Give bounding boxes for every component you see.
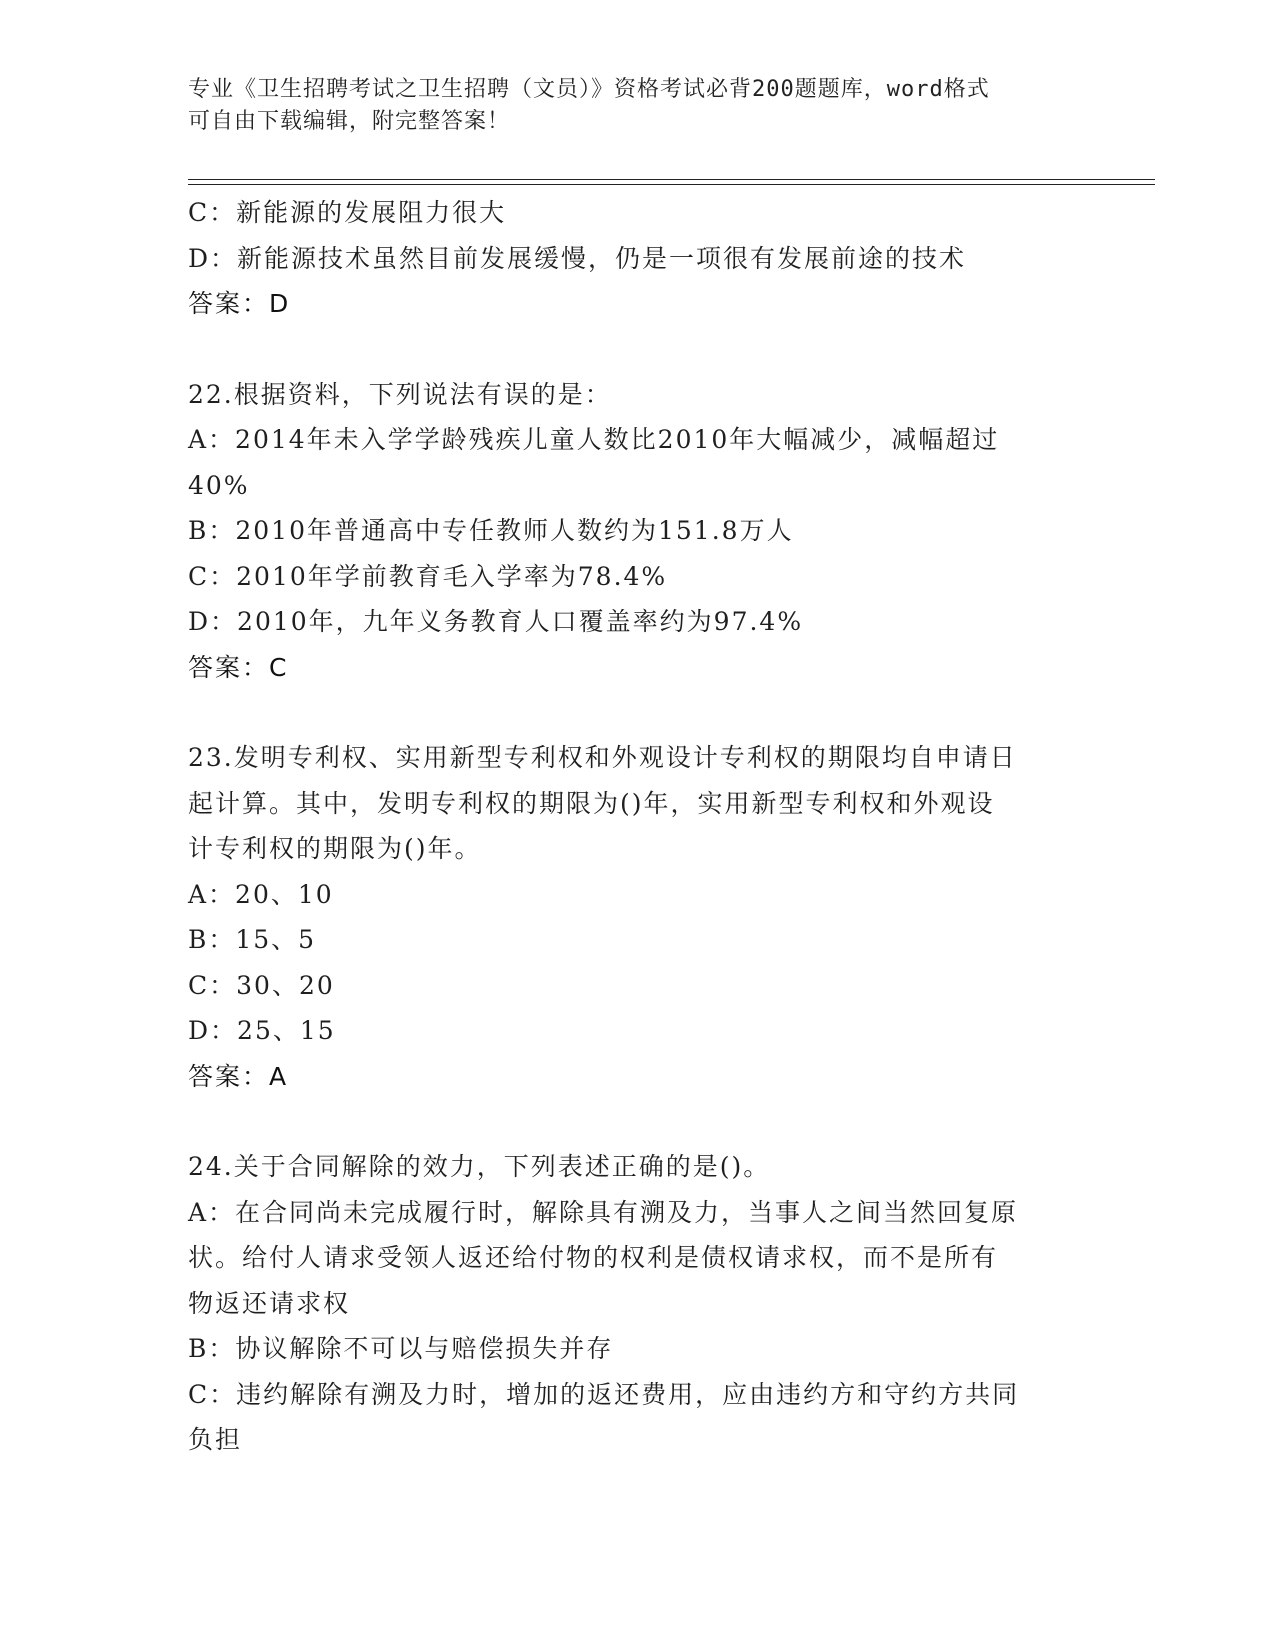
question-stem: 22.根据资料，下列说法有误的是： xyxy=(188,379,612,409)
question-23 xyxy=(188,735,1088,1099)
question-stem: 24.关于合同解除的效力，下列表述正确的是()。 xyxy=(188,1152,771,1181)
document-header xyxy=(188,74,1088,138)
option-b: B：协议解除不可以与赔偿损失并存 xyxy=(188,1334,614,1363)
question-stem-line-3: 计专利权的期限为()年。 xyxy=(188,834,482,863)
answer-label: 答案：D xyxy=(188,289,291,318)
option-b: B：2010年普通高中专任教师人数约为151.8万人 xyxy=(188,516,794,545)
option-b: B：15、5 xyxy=(188,925,317,954)
option-c: C：30、20 xyxy=(188,970,335,1000)
option-a-line-2: 状。给付人请求受领人返还给付物的权利是债权请求权，而不是所有 xyxy=(188,1243,999,1272)
option-a-line-1: A：2014年未入学学龄残疾儿童人数比2010年大幅减少，减幅超过 xyxy=(188,425,1000,454)
question-21-tail xyxy=(188,190,1088,327)
question-24 xyxy=(188,1144,1088,1463)
option-d: D：新能源技术虽然目前发展缓慢，仍是一项很有发展前途的技术 xyxy=(188,243,967,273)
header-title-line-2: 可自由下载编辑，附完整答案！ xyxy=(188,109,511,134)
option-a-line-3: 物返还请求权 xyxy=(188,1288,351,1318)
answer-label: 答案：C xyxy=(188,652,289,682)
option-a-line-2: 40% xyxy=(188,470,250,500)
option-a-line-1: A：在合同尚未完成履行时，解除具有溯及力，当事人之间当然回复原 xyxy=(188,1197,1019,1227)
document-body xyxy=(188,190,1088,1463)
option-d: D：2010年，九年义务教育人口覆盖率约为97.4% xyxy=(188,607,804,636)
option-d: D：25、15 xyxy=(188,1016,336,1045)
option-c: C：新能源的发展阻力很大 xyxy=(188,198,507,227)
header-title-line-1: 专业《卫生招聘考试之卫生招聘（文员）》资格考试必背200题题库，word格式 xyxy=(188,77,990,102)
option-c-line-2: 负担 xyxy=(188,1425,243,1454)
question-22 xyxy=(188,372,1088,691)
option-c: C：2010年学前教育毛入学率为78.4% xyxy=(188,561,668,591)
question-stem-line-1: 23.发明专利权、实用新型专利权和外观设计专利权的期限均自申请日 xyxy=(188,743,1017,772)
option-c-line-1: C：违约解除有溯及力时，增加的返还费用，应由违约方和守约方共同 xyxy=(188,1379,1020,1409)
answer-label: 答案：A xyxy=(188,1061,289,1091)
question-stem-line-2: 起计算。其中，发明专利权的期限为()年，实用新型专利权和外观设 xyxy=(188,788,995,818)
header-rule-bottom xyxy=(188,184,1155,185)
header-rule-top xyxy=(188,179,1155,180)
option-a: A：20、10 xyxy=(188,879,334,909)
